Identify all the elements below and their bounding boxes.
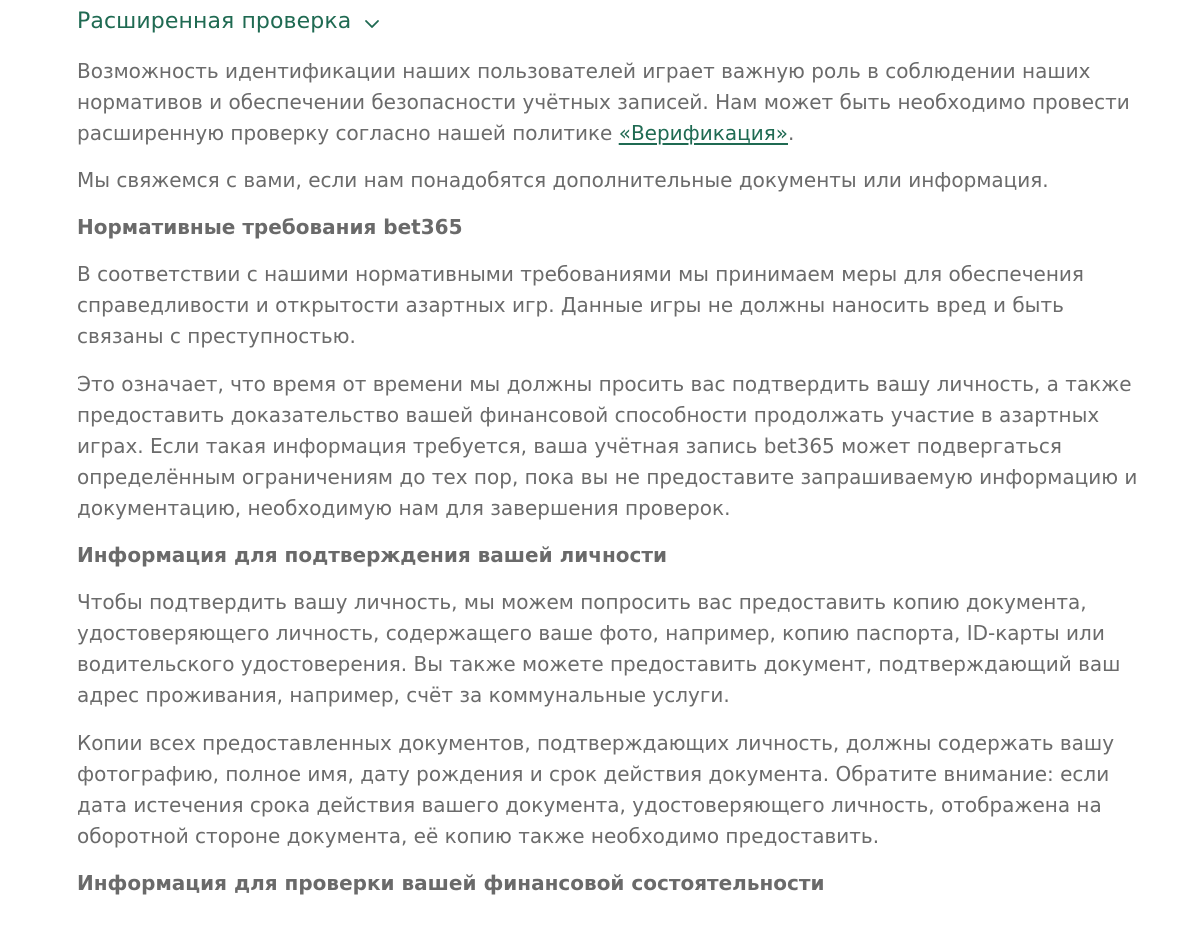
identity-paragraph-2: Копии всех предоставленных документов, подтверждающих личность, должны содержать вашу фотографию, полное имя, дату рождения и срок действия документа. Обратите внимание: если дата истечения срока действия вашего документа, удостоверяющего личность, отображена на оборотной стороне документа, её копию также необходимо предоставить. [77, 731, 1115, 848]
section-header-extended-check[interactable] [77, 0, 1143, 44]
heading-financial: Информация для проверки вашей финансовой состоятельности [77, 871, 825, 895]
regulatory-paragraph-1: В соответствии с нашими нормативными требованиями мы принимаем меры для обеспечения справедливости и открытости азартных игр. Данные игры не должны наносить вред и быть связаны с преступностью. [77, 262, 1084, 348]
heading-identity: Информация для подтверждения вашей личности [77, 543, 667, 567]
identity-paragraph-1: Чтобы подтвердить вашу личность, мы можем попросить вас предоставить копию документа, удостоверяющего личность, содержащего ваше фото, например, копию паспорта, ID-карты или водительского удостоверения. Вы также можете предоставить документ, подтверждающий ваш адрес проживания, например, счёт за коммунальные услуги. [77, 590, 1121, 707]
intro-paragraph [77, 56, 1143, 149]
contact-note: Мы свяжемся с вами, если нам понадобятся дополнительные документы или информация. [77, 168, 1049, 192]
verification-policy-link[interactable]: «Верификация» [618, 121, 788, 145]
heading-regulatory: Нормативные требования bet365 [77, 215, 463, 239]
regulatory-paragraph-2: Это означает, что время от времени мы должны просить вас подтвердить вашу личность, а также предоставить доказательство вашей финансовой способности продолжать участие в азартных играх. Если такая информация требуется, ваша учётная запись bet365 может подвергаться определённым ограничениям до тех пор, пока вы не предоставите запрашиваемую информацию и документацию, необходимую нам для завершения проверок. [77, 372, 1138, 520]
intro-text: Возможность идентификации наших пользователей играет важную роль в соблюдении наших нормативов и обеспечении безопасности учётных записей. Нам может быть необходимо провести расширенную проверку согласно нашей политике [77, 59, 1130, 145]
intro-text-end: . [788, 121, 795, 145]
chevron-down-icon[interactable] [363, 15, 381, 33]
section-title[interactable]: Расширенная проверка [77, 9, 352, 34]
